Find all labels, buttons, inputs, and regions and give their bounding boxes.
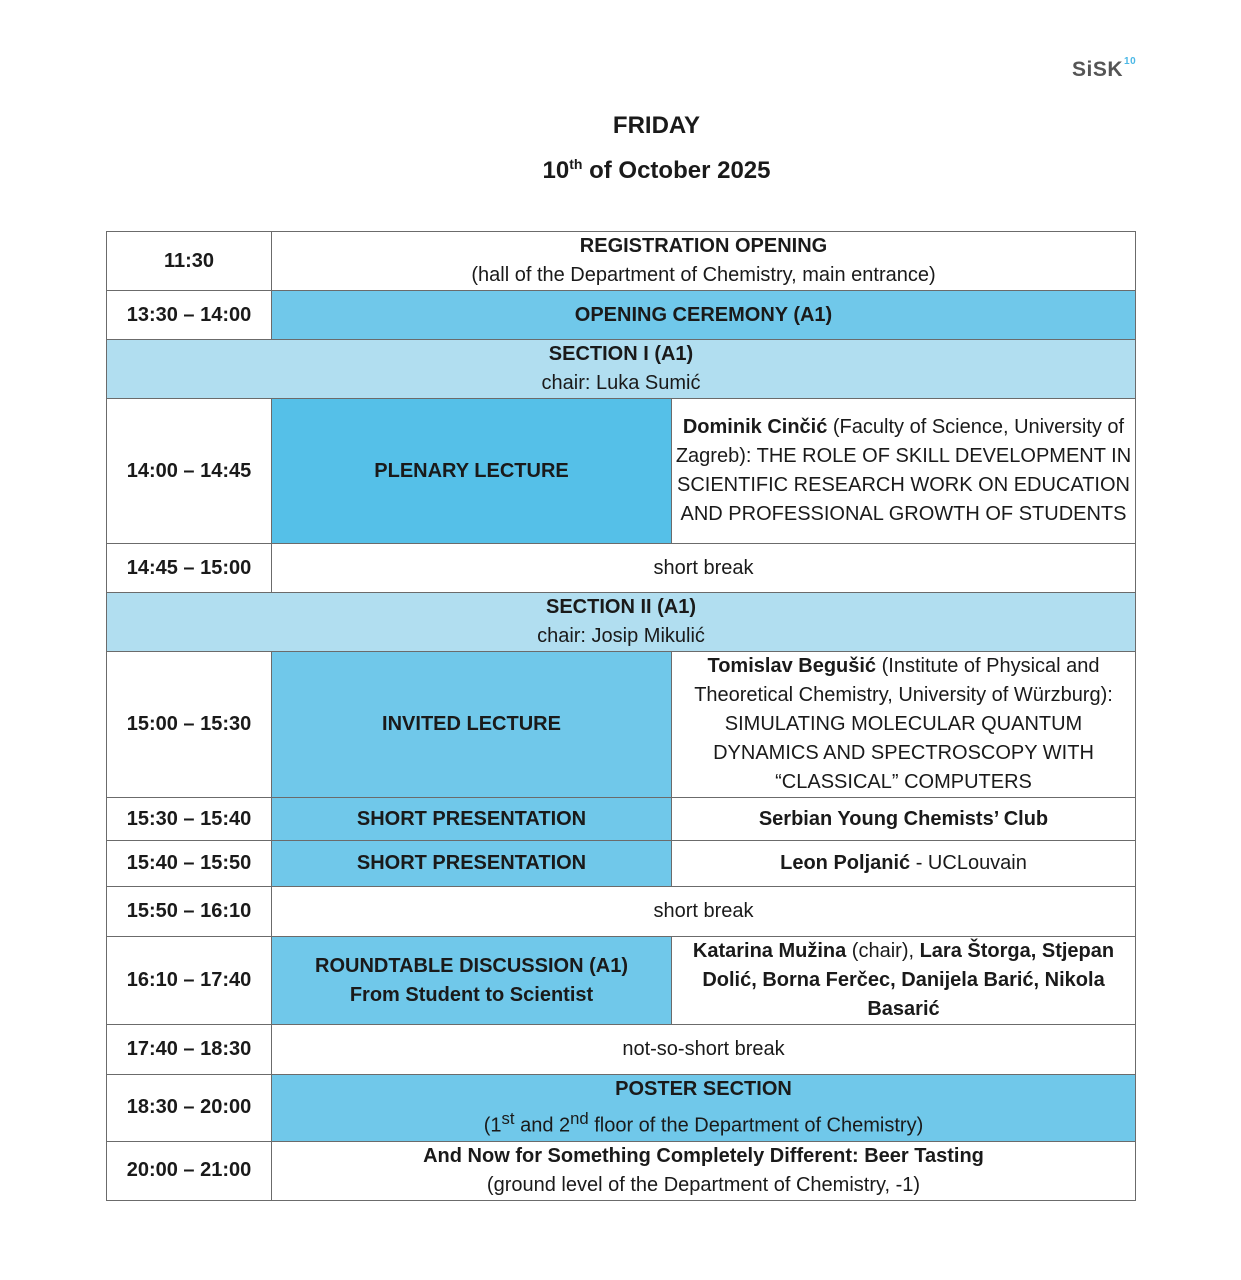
detail-cell: Leon Poljanić - UCLouvain [672, 841, 1136, 887]
time-cell: 16:10 – 17:40 [107, 937, 272, 1025]
table-row [107, 544, 1136, 593]
detail-cell: Katarina Mužina (chair), Lara Štorga, Stjepan Dolić, Borna Ferčec, Danijela Barić, Nikola Basarić [672, 937, 1136, 1025]
time-cell: 15:30 – 15:40 [107, 798, 272, 841]
detail-cell: Dominik Cinčić (Faculty of Science, University of Zagreb): THE ROLE OF SKILL DEVELOPMENT IN SCIENTIFIC RESEARCH WORK ON EDUCATION AND PROFESSIONAL GROWTH OF STUDENTS [672, 399, 1136, 544]
time-cell: 13:30 – 14:00 [107, 291, 272, 340]
section-header [107, 340, 1136, 399]
table-row [107, 887, 1136, 937]
sisk-logo: SiSK$^{10}$ [1072, 56, 1137, 81]
section-cell: SECTION II (A1) chair: Josip Mikulić [107, 593, 1136, 652]
table-row [107, 937, 1136, 1025]
section-header [107, 593, 1136, 652]
table-row [107, 841, 1136, 887]
page-title [0, 108, 1241, 191]
table-row [107, 1075, 1136, 1142]
event-cell: And Now for Something Completely Different: Beer Tasting (ground level of the Department of Chemistry, -1) [272, 1141, 1136, 1200]
time-cell: 17:40 – 18:30 [107, 1025, 272, 1075]
table-row [107, 399, 1136, 544]
time-cell: 15:00 – 15:30 [107, 652, 272, 798]
section-cell: SECTION I (A1) chair: Luka Sumić [107, 340, 1136, 399]
time-cell: 15:40 – 15:50 [107, 841, 272, 887]
time-cell: 14:45 – 15:00 [107, 544, 272, 593]
break-cell: short break [272, 887, 1136, 937]
type-cell: PLENARY LECTURE [272, 399, 672, 544]
event-cell: OPENING CEREMONY (A1) [272, 291, 1136, 340]
break-cell: not-so-short break [272, 1025, 1136, 1075]
time-cell: 15:50 – 16:10 [107, 887, 272, 937]
type-cell: ROUNDTABLE DISCUSSION (A1) From Student to Scientist [272, 937, 672, 1025]
table-row [107, 1141, 1136, 1200]
table-row [107, 798, 1136, 841]
time-cell: 20:00 – 21:00 [107, 1141, 272, 1200]
type-cell: SHORT PRESENTATION [272, 841, 672, 887]
time-cell: 18:30 – 20:00 [107, 1075, 272, 1142]
table-row [107, 232, 1136, 291]
detail-cell: Tomislav Begušić (Institute of Physical and Theoretical Chemistry, University of Würzburg): SIMULATING MOLECULAR QUANTUM DYNAMICS AND SPECTROSCOPY WITH “CLASSICAL” COMPUTERS [672, 652, 1136, 798]
event-cell: REGISTRATION OPENING (hall of the Department of Chemistry, main entrance) [272, 232, 1136, 291]
schedule-table [106, 231, 1136, 1201]
date-heading: 10th of October 2025 [542, 156, 771, 184]
type-cell: INVITED LECTURE [272, 652, 672, 798]
detail-cell: Serbian Young Chemists’ Club [672, 798, 1136, 841]
day-heading: FRIDAY [612, 112, 701, 139]
table-row [107, 291, 1136, 340]
event-cell: POSTER SECTION (1st and 2nd floor of the Department of Chemistry) [272, 1075, 1136, 1142]
time-cell: 14:00 – 14:45 [107, 399, 272, 544]
type-cell: SHORT PRESENTATION [272, 798, 672, 841]
table-row [107, 1025, 1136, 1075]
time-cell: 11:30 [107, 232, 272, 291]
break-cell: short break [272, 544, 1136, 593]
table-row [107, 652, 1136, 798]
